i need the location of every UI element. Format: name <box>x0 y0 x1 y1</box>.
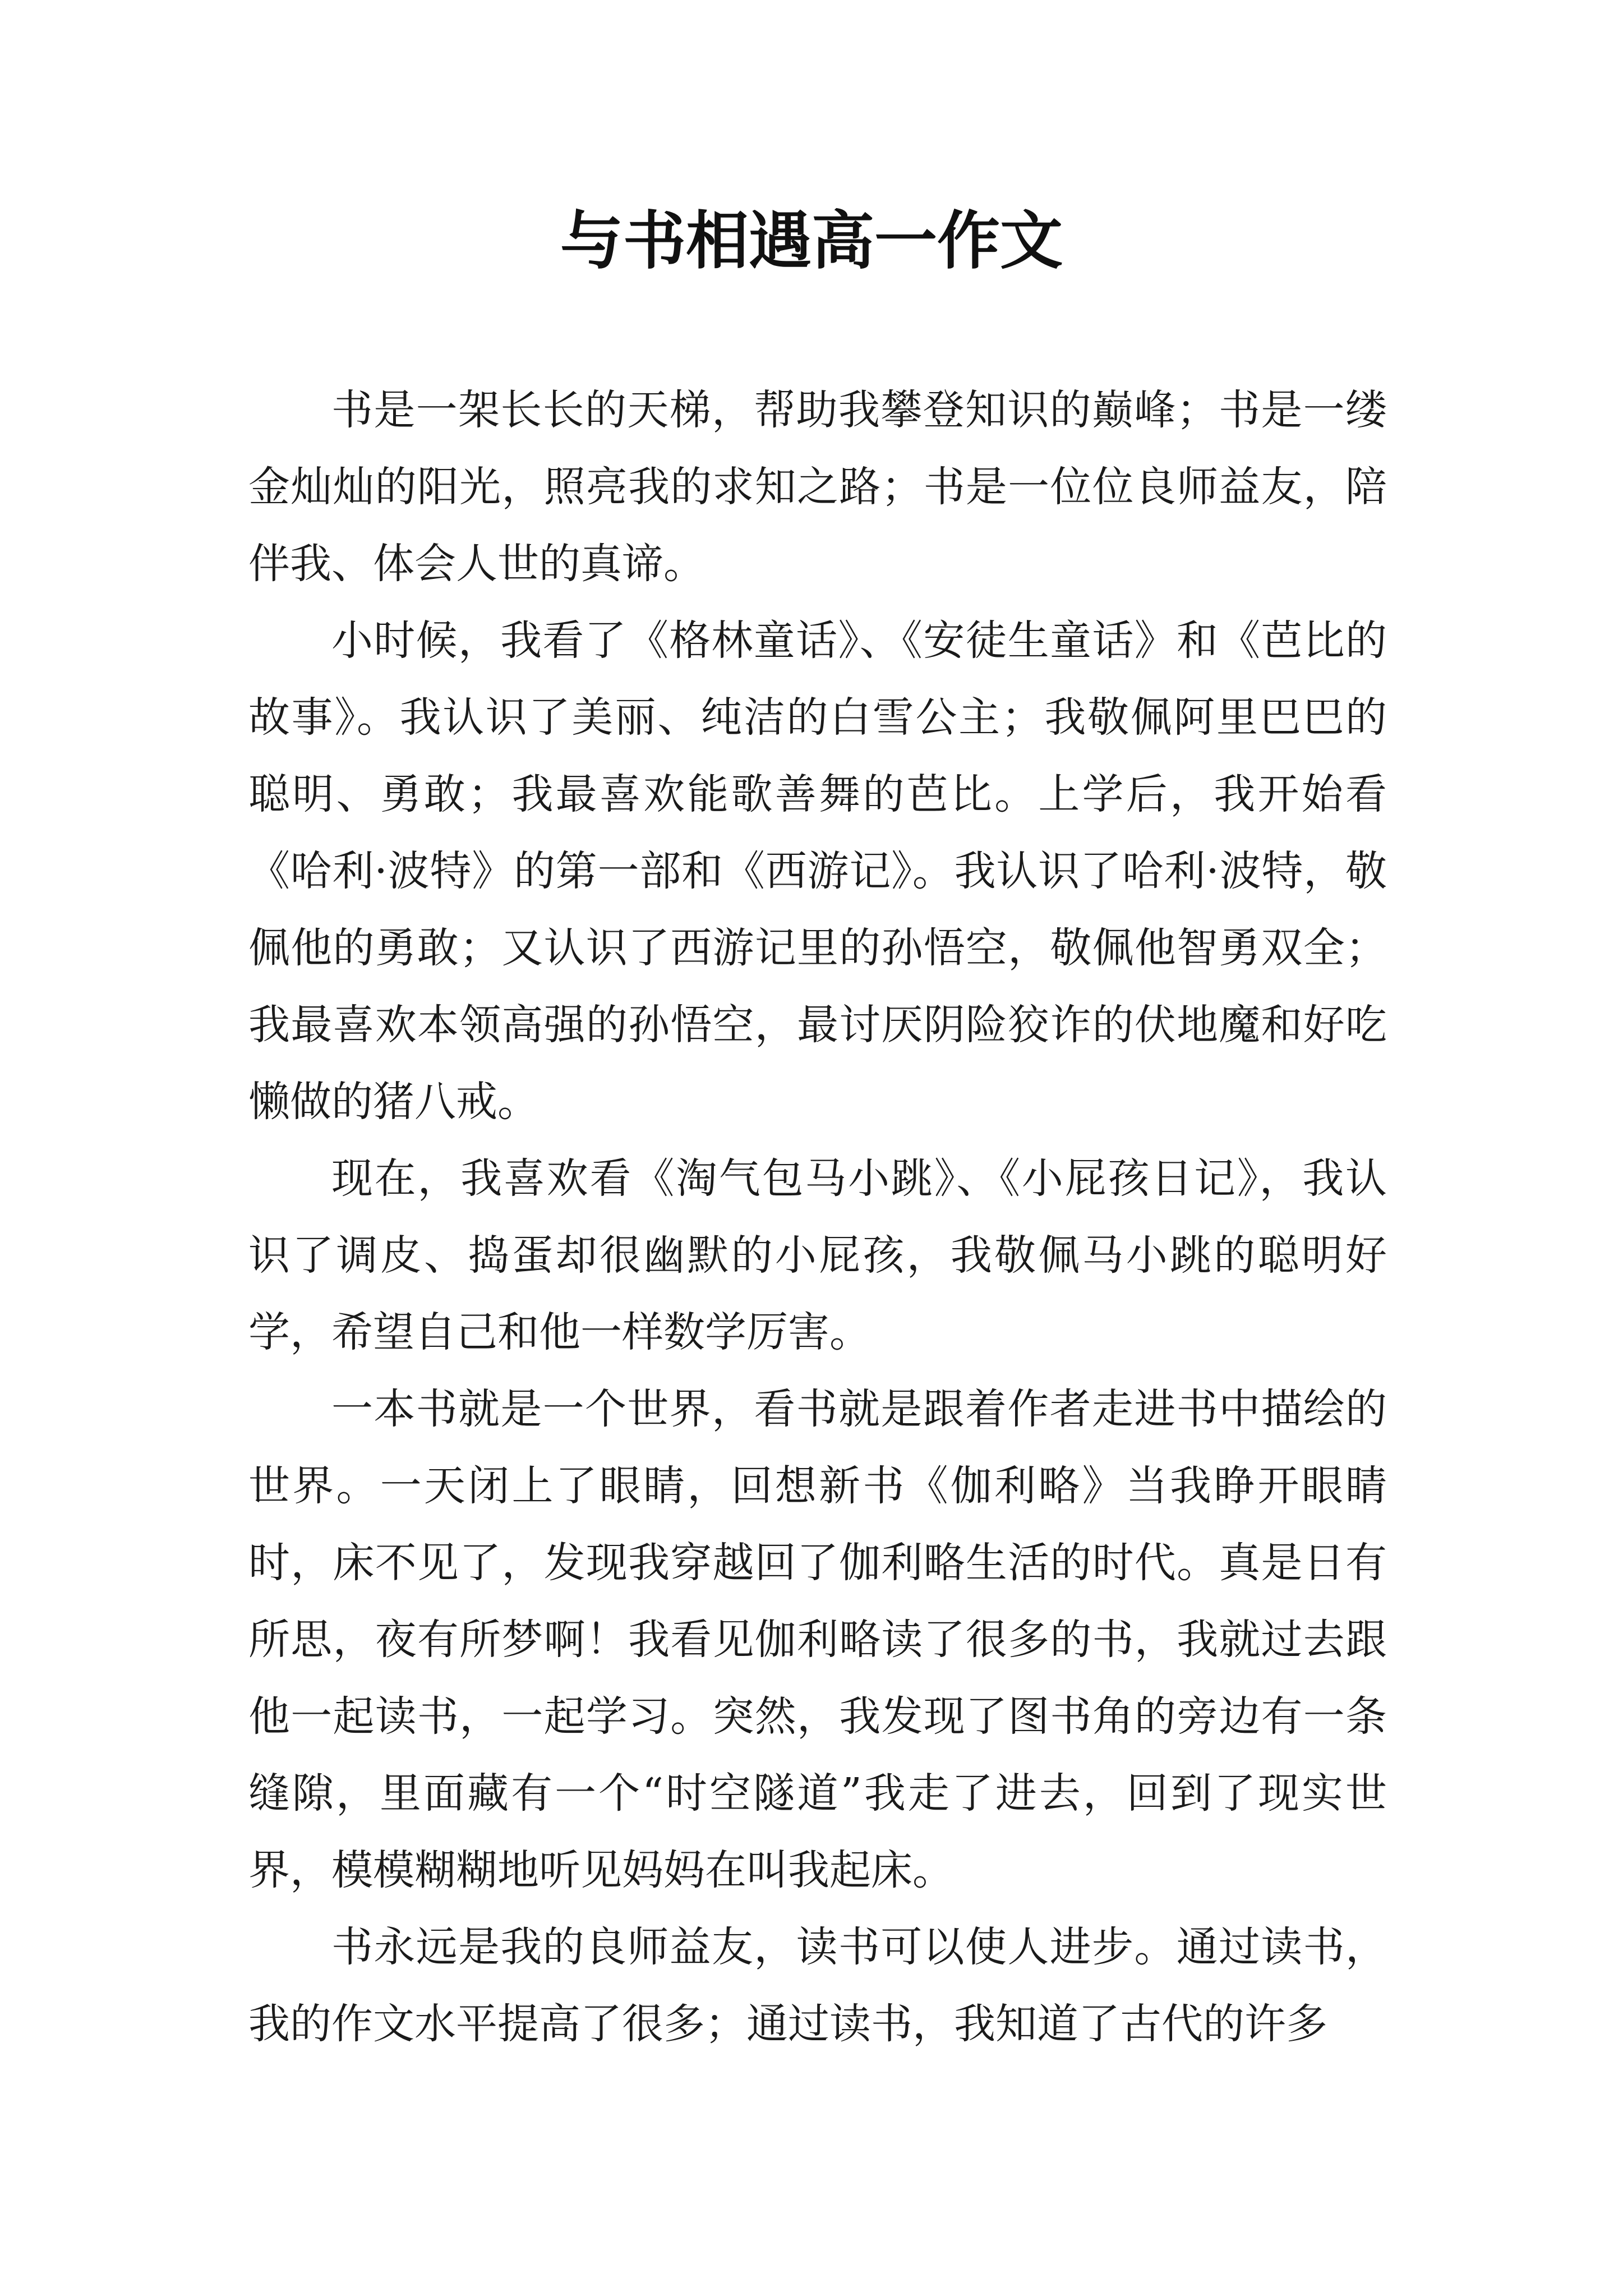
paragraph-1: 书是一架长长的天梯，帮助我攀登知识的巅峰；书是一缕金灿灿的阳光，照亮我的求知之路；书是一位位良师益友，陪伴我、体会人世的真谛。 <box>248 386 1387 588</box>
document-title: 与书相遇高一作文 <box>560 204 1063 278</box>
paragraph-5: 书永远是我的良师益友，读书可以使人进步。通过读书，我的作文水平提高了很多；通过读书，我知道了古代的许多 <box>248 1923 1387 2048</box>
document-body <box>248 372 1387 2063</box>
paragraph-4: 一本书就是一个世界，看书就是跟着作者走进书中描绘的世界。一天闭上了眼睛，回想新书《伽利略》当我睁开眼睛时，床不见了，发现我穿越回了伽利略生活的时代。真是日有所思，夜有所梦啊！我看见伽利略读了很多的书，我就过去跟他一起读书，一起学习。突然，我发现了图书角的旁边有一条缝隙，里面藏有一个“时空隧道”我走了进去，回到了现实世界，模模糊糊地听见妈妈在叫我起床。 <box>248 1385 1387 1894</box>
paragraph-3: 现在，我喜欢看《淘气包马小跳》、《小屁孩日记》，我认识了调皮、捣蛋却很幽默的小屁孩，我敬佩马小跳的聪明好学，希望自己和他一样数学厉害。 <box>248 1154 1387 1356</box>
paragraph-2: 小时候，我看了《格林童话》、《安徒生童话》和《芭比的故事》。我认识了美丽、纯洁的白雪公主；我敬佩阿里巴巴的聪明、勇敢；我最喜欢能歌善舞的芭比。上学后，我开始看《哈利·波特》的第一部和《西游记》。我认识了哈利·波特，敬佩他的勇敢；又认识了西游记里的孙悟空，敬佩他智勇双全；我最喜欢本领高强的孙悟空，最讨厌阴险狡诈的伏地魔和好吃懒做的猪八戒。 <box>248 616 1387 1126</box>
